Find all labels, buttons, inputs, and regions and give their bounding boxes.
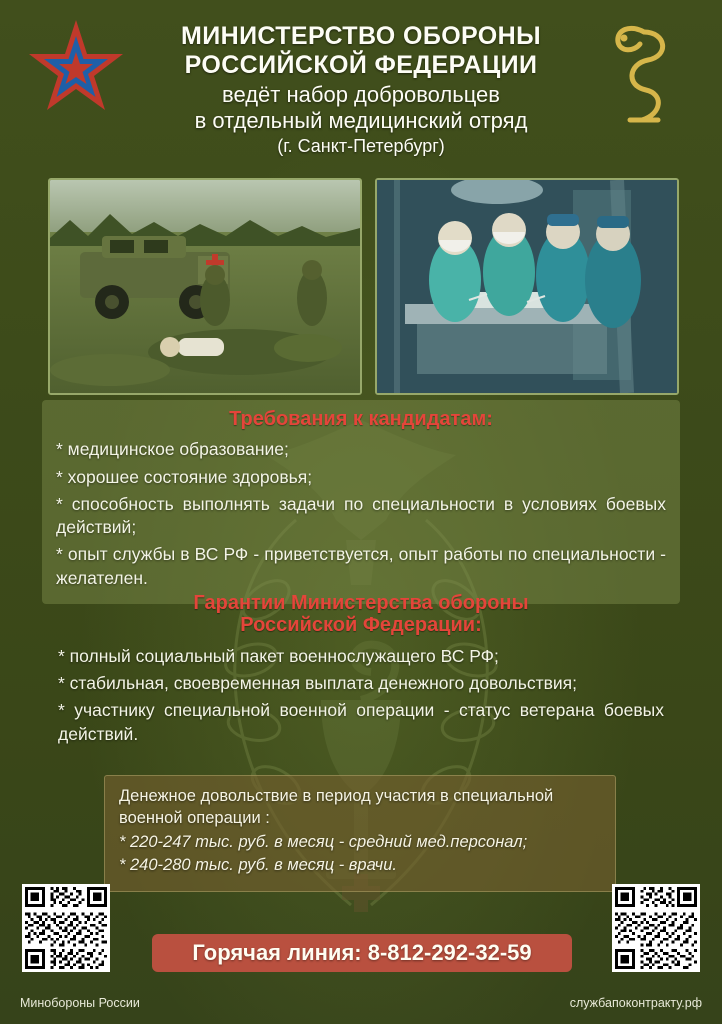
requirement-item: * опыт службы в ВС РФ - приветствуется, опыт работы по специальности - желателен. — [56, 544, 666, 588]
qr-code-left[interactable] — [22, 884, 110, 972]
guarantees-heading-line-2: Российской Федерации: — [240, 614, 482, 637]
photo-row — [0, 178, 722, 393]
guarantee-item: * полный социальный пакет военнослужащего ВС РФ; — [58, 645, 499, 666]
footer-caption-right: службапоконтракту.рф — [569, 996, 702, 1010]
title-line-2: РОССИЙСКОЙ ФЕДЕРАЦИИ — [184, 50, 538, 79]
hotline-banner[interactable] — [152, 934, 572, 972]
title-line-5: (г. Санкт-Петербург) — [277, 135, 445, 156]
guarantees-list — [58, 645, 664, 746]
photo-field-evacuation — [48, 178, 362, 395]
requirements-heading: Требования к кандидатам: — [229, 408, 493, 430]
pay-line-medstaff: * 220-247 тыс. руб. в месяц - средний мед.персонал; — [119, 832, 528, 851]
medical-caduceus-icon — [596, 16, 692, 136]
pay-information-box — [104, 775, 616, 892]
hotline-label: Горячая линия: 8-812-292-32-59 — [192, 940, 532, 965]
title-line-1: МИНИСТЕРСТВО ОБОРОНЫ — [181, 22, 541, 50]
requirements-panel — [42, 400, 680, 604]
guarantees-panel — [42, 588, 680, 756]
footer-caption-left: Минобороны России — [20, 996, 140, 1010]
qr-code-right[interactable] — [612, 884, 700, 972]
page-title — [118, 22, 604, 157]
photo-field-surgery — [375, 178, 679, 395]
poster-header — [0, 0, 722, 156]
guarantee-item: * стабильная, своевременная выплата денежного довольствия; — [58, 673, 578, 694]
requirement-item: * медицинское образование; — [56, 439, 289, 460]
pay-intro-text: Денежное довольствие в период участия в специальной военной операции : — [119, 787, 554, 827]
guarantees-heading-line-1: Гарантии Министерства обороны — [193, 592, 529, 614]
title-line-3: ведёт набор добровольцев — [222, 82, 500, 107]
russian-army-star-logo — [22, 18, 130, 126]
requirements-list — [56, 438, 666, 590]
requirement-item: * хорошее состояние здоровья; — [56, 466, 313, 487]
requirement-item: * способность выполнять задачи по специальности в условиях боевых действий; — [56, 493, 666, 538]
title-line-4: в отдельный медицинский отряд — [194, 108, 528, 134]
pay-line-doctors: * 240-280 тыс. руб. в месяц - врачи. — [119, 856, 397, 875]
guarantees-heading — [58, 592, 664, 637]
guarantee-item: * участнику специальной военной операции - статус ветерана боевых действий. — [58, 700, 664, 744]
